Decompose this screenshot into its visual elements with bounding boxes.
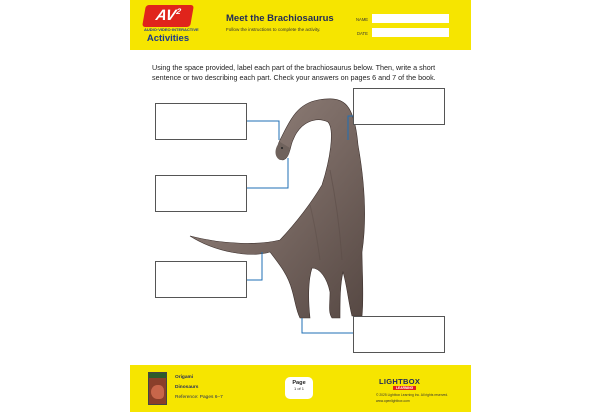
series-name: Origami [175, 375, 194, 380]
answer-box-feet[interactable] [353, 316, 445, 353]
book-cover-thumbnail [148, 372, 167, 405]
copyright-text: © 2025 Lightbox Learning Inc. All rights reserved. [376, 393, 449, 397]
answer-box-back[interactable] [353, 88, 445, 125]
page-number: 1 of 1 [293, 386, 304, 391]
name-label: NAME [356, 17, 369, 22]
activity-sheet [130, 0, 471, 412]
connector-head [247, 121, 279, 140]
website-link[interactable]: www.openlightbox.com [376, 399, 410, 403]
book-title: Dinosaurs [175, 385, 199, 390]
page-label: Page [292, 380, 306, 386]
connector-feet [302, 318, 353, 333]
page-title: Meet the Brachiosaurus [226, 13, 334, 24]
answer-box-neck[interactable] [155, 175, 247, 212]
page-indicator [285, 377, 313, 399]
instructions: Using the space provided, label each part of the brachiosaurus below. Then, write a short sentence or two describing each part. Check your answers on pages 6 and 7 of the book. [152, 63, 436, 82]
footer-bar [130, 365, 471, 412]
date-label: DATE [357, 31, 368, 36]
connector-tail [247, 252, 262, 280]
connector-neck [247, 158, 288, 188]
page-subtitle: Follow the instructions to complete the activity. [226, 27, 321, 32]
lightbox-logo: LIGHTBOX LEARNING [379, 377, 421, 390]
logo-label: Activities [146, 33, 190, 44]
page-reference: Reference: Pages 6–7 [175, 395, 223, 400]
answer-box-tail[interactable] [155, 261, 247, 298]
logo-tagline: AUDIO·VIDEO·INTERACTIVE [144, 27, 199, 32]
answer-box-head[interactable] [155, 103, 247, 140]
logo-badge: $AV^2$ [142, 5, 194, 27]
